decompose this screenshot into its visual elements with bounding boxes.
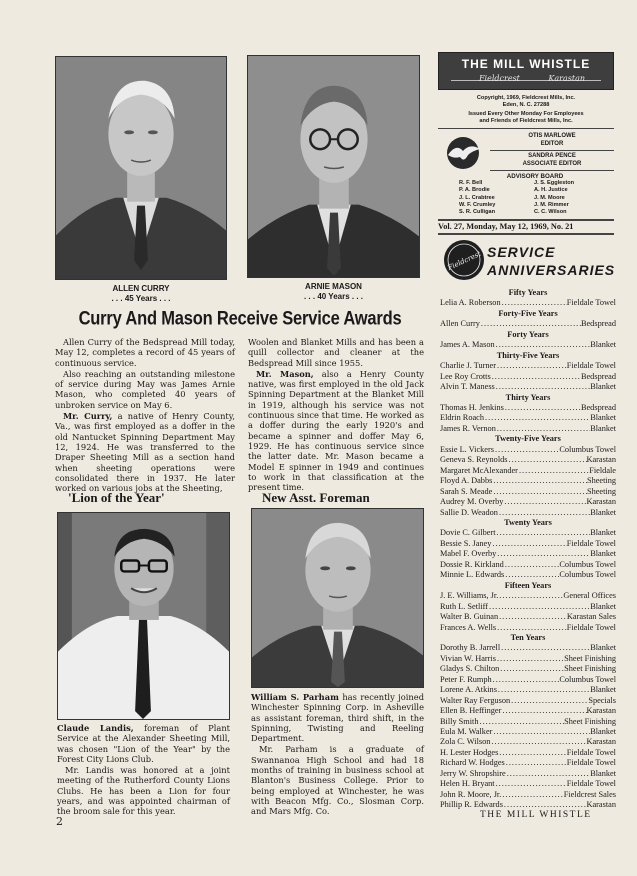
dot-leader [492,675,560,685]
paragraph-text: has recently joined Winchester Spinning Corp. in Asheville as assistant foreman, third shift, in the Spinning, Twisting and Reeling Department. [251,692,425,744]
employee-department: Fieldale [589,465,616,475]
eagle-emblem-icon [442,135,484,171]
employee-name: J. E. Williams, Jr. [440,591,499,601]
employee-department: Blanket [590,727,616,737]
article-left-column [55,337,235,494]
anniversary-row [440,737,616,747]
dot-leader [496,549,590,559]
dot-leader [495,340,591,350]
dot-leader [495,779,567,789]
years-heading: Twenty-Five Years [495,434,561,444]
employee-department: Columbus Towel [559,674,616,684]
employee-name: Ruth L. Setliff [440,601,489,611]
board-member: S. R. Culligan [459,209,496,216]
employee-department: Fieldale Towel [566,758,616,768]
employee-name: Ellen B. Heffinger [440,706,502,716]
employee-name: Frances A. Wells [440,622,497,632]
employee-name: Audrey M. Overby [440,497,504,507]
employee-name: Eula M. Walker [440,727,493,737]
lion-heading: 'Lion of the Year' [68,490,165,505]
employee-department: Blanket [590,643,616,653]
anniversary-row [440,455,616,465]
dot-leader [504,560,560,570]
board-member: C. C. Wilson [534,209,567,216]
employee-department: Blanket [590,685,616,695]
employee-name: Bessie S. Janey [440,538,492,548]
dot-leader [490,737,586,747]
board-member: R. F. Bell [459,180,483,187]
anniversary-row [440,445,616,455]
dot-leader [480,319,581,329]
paragraph-text: Mr. Landis was honored at a joint meeting of the Rutherford County Lions Clubs. He has been a Lion for four years, and was appointed chairman of the broom sale for this year. [57,765,230,817]
dot-leader [497,685,590,695]
advisory-board-left [455,180,530,216]
divider [438,219,614,221]
dot-leader [501,706,586,716]
masthead-brand-fieldcrest: Fieldcrest [479,74,520,83]
dot-leader [518,466,589,476]
employee-department: Blanket [590,340,616,350]
employee-department: Columbus Towel [559,444,616,454]
lion-text [57,723,230,818]
employee-department: Karastan Sales [566,612,616,622]
employee-department: Sheet Finishing [564,653,616,663]
anniversary-row [440,602,616,612]
seal-text: Fieldcrest [446,249,483,273]
dot-leader [492,487,587,497]
divider [438,233,614,235]
employee-name: Geneva S. Reynolds [440,455,508,465]
employee-name: Dovie C. Gilbert [440,528,496,538]
dot-leader [496,623,567,633]
employee-department: Karastan [586,737,616,747]
service-anniversaries-list [440,288,616,811]
years-heading: Fifty Years [508,288,548,297]
paragraph [57,765,230,816]
copyright-line: Copyright, 1969, Fieldcrest Mills, Inc. [476,95,576,101]
service-title-1: SERVICE [487,244,556,260]
advisory-board-right [530,180,605,216]
paragraph-text: Woolen and Blanket Mills and has been a quill collector and cleaner at the Bedspread Mill since 1955. [248,337,424,368]
dot-leader [492,727,590,737]
employee-department: Sheet Finishing [564,664,616,674]
paragraph-text: a native of Henry County, Va., was first employed as a doffer in the old Nantucket Spinning Department May 12, 1924. He was transferred to the Draper Sheeting Mill as a section hand when sheeting operations were consolidated there in 1937. He later worked on various jobs at the Sheeting, [55,411,235,494]
dot-leader [488,602,590,612]
years-heading: Fifteen Years [504,580,552,590]
dot-leader [505,758,567,768]
employee-name: Richard W. Hodges [440,758,505,768]
masthead-brand-karastan: Karastan [548,74,585,83]
anniversary-row [440,643,616,653]
foreman-heading: New Asst. Foreman [262,490,370,505]
anniversary-row [440,528,616,538]
paragraph-lead: Mr. Mason, [256,368,314,379]
employee-department: Blanket [590,549,616,559]
photo-william-parham [251,508,424,688]
paragraph [248,337,424,368]
employee-department: Fieldale Towel [566,779,616,789]
employee-department: Columbus Towel [559,570,616,580]
dot-leader [504,403,581,413]
board-member: J. M. Moore [534,194,565,201]
caption-name: ARNIE MASON [305,282,362,291]
divider [490,170,614,171]
paragraph-lead: William S. Parham [251,692,339,702]
years-heading: Thirty-Five Years [496,350,560,360]
anniversary-row [440,340,616,350]
employee-name: Sallie D. Weadon [440,507,498,517]
volume-line: Vol. 27, Monday, May 12, 1969, No. 21 [438,222,574,231]
dot-leader [501,790,563,800]
employee-name: Lelia A. Roberson [440,298,501,308]
employee-department: Karastan [586,706,616,716]
employee-department: Blanket [590,413,616,423]
dot-leader [479,717,565,727]
dot-leader [495,382,590,392]
anniversary-row [440,508,616,518]
article-right-column [248,337,424,493]
employee-department: Blanket [590,507,616,517]
employee-name: Phillip R. Edwards [440,800,503,810]
dot-leader [510,696,588,706]
anniversary-row [440,727,616,737]
anniversary-row [440,539,616,549]
paragraph-text: also a Henry County native, was first employed in the old Jack Spinning Department at the Blanket Mill in 1919, although his service was not continuous since that time. He worked as a doffer during the early 1920's and became a spinner and doffer May 6, 1929. He has continuous service since the latter date. Mr. Mason became a Model E spinner in 1949 and continues to work in that classification at the present time. [248,368,424,493]
paragraph [55,369,235,410]
dot-leader [498,508,590,518]
anniversary-row [440,591,616,601]
dot-leader [500,643,590,653]
caption-name: ALLEN CURRY [112,284,170,293]
masthead-logo [438,52,614,90]
caption-years: . . . 45 Years . . . [111,294,171,303]
issued-block [438,111,614,125]
paragraph [55,337,235,368]
anniversary-row [440,549,616,559]
issued-line-2: and Friends of Fieldcrest Mills, Inc. [479,118,573,124]
dot-leader [491,539,566,549]
masthead-title: THE MILL WHISTLE [461,57,591,71]
employee-name: Jerry W. Shropshire [440,768,506,778]
employee-name: James A. Mason [440,340,495,350]
copyright-block [438,95,614,109]
dot-leader [498,591,563,601]
issued-line-1: Issued Every Other Monday For Employees [468,111,584,117]
divider [438,128,614,129]
employee-name: Dossie R. Kirkland [440,559,504,569]
employee-name: Sarah S. Meade [440,486,493,496]
paragraph-text: foreman of Plant Service at the Alexander Sheeting Mill, was chosen "Lion of the Year" by the Forest City Lions Club. [57,723,230,764]
anniversary-row [440,612,616,622]
employee-name: Mabel F. Overby [440,549,497,559]
employee-name: Minnie L. Edwards [440,570,505,580]
employee-department: Bedspread [580,319,616,329]
employee-name: John R. Moore, Jr. [440,789,502,799]
employee-name: Eldrin Roach [440,413,485,423]
employee-name: Essie L. Vickers [440,444,494,454]
anniversary-row [440,466,616,476]
anniversary-row [440,319,616,329]
employee-department: Fieldale Towel [566,538,616,548]
employee-department: Karastan [586,497,616,507]
employee-department: Blanket [590,528,616,538]
years-heading: Forty Years [507,329,549,339]
assoc-editor-title: ASSOCIATE EDITOR [522,160,582,167]
editor-title: EDITOR [540,140,564,147]
dot-leader [503,497,586,507]
service-title-2: ANNIVERSARIES [487,262,616,278]
years-heading: Thirty Years [505,392,551,402]
anniversary-row [440,382,616,392]
assoc-editor-block [490,153,614,168]
paragraph-text: Mr. Parham is a graduate of Swannanoa High School and had 18 months of training in business school at Blanton's Business College. Prior to being employed at Winchester, he was with Beacon Mfg. Co., Slosman Corp. and Mars Mfg. Co. [251,744,424,817]
anniversary-row [440,413,616,423]
caption-arnie-mason [247,282,420,302]
employee-department: Fieldale Towel [566,298,616,308]
anniversary-row [440,487,616,497]
anniversary-row [440,790,616,800]
page-number: 2 [56,815,63,828]
assoc-editor-name: SANDRA PENCE [528,153,576,159]
dot-leader [484,413,590,423]
employee-department: General Offices [563,591,616,601]
foreman-text [251,692,424,818]
paragraph-lead: Mr. Curry, [63,411,113,422]
anniversary-row [440,424,616,434]
board-member: A. H. Justice [534,187,568,194]
employee-name: Zola C. Wilson [440,737,491,747]
dot-leader [501,298,567,308]
employee-department: Karastan [586,800,616,810]
dot-leader [496,528,591,538]
anniversary-row [440,476,616,486]
paragraph-lead: Claude Landis, [57,723,134,733]
anniversary-row [440,717,616,727]
photo-claude-landis [57,512,230,720]
years-heading: Forty-Five Years [498,308,558,318]
address-line: Eden, N. C. 27288 [502,102,550,108]
dot-leader [491,372,581,382]
anniversary-row [440,372,616,382]
employee-department: Fieldale Towel [566,622,616,632]
employee-department: Blanket [590,382,616,392]
employee-name: H. Lester Hodges [440,747,499,757]
anniversary-row [440,748,616,758]
employee-name: Lorene A. Atkins [440,685,497,695]
paragraph [248,369,424,493]
dot-leader [496,424,590,434]
employee-name: Allen Curry [440,319,480,329]
dot-leader [492,476,587,486]
board-member: P. A. Brodie [459,187,490,194]
dot-leader [496,361,567,371]
years-heading: Ten Years [510,632,546,642]
employee-name: Thomas H. Jenkins [440,402,504,412]
employee-name: Floyd A. Dabbs [440,476,493,486]
board-member: W. F. Crumley [459,201,496,208]
employee-name: Walter Ray Ferguson [440,695,511,705]
paragraph-text: Also reaching an outstanding milestone of service during May was James Arnie Mason, who completed 40 years of unbroken service on May 6. [55,368,235,410]
employee-department: Sheeting [586,476,616,486]
dot-leader [496,654,564,664]
anniversary-row [440,664,616,674]
caption-allen-curry [55,284,227,304]
employee-department: Blanket [590,768,616,778]
anniversary-row [440,560,616,570]
employee-name: Billy Smith [440,716,479,726]
dot-leader [498,612,567,622]
paragraph-text: Allen Curry of the Bedspread Mill today, May 12, completes a record of 45 years of continuous service. [55,337,235,368]
dot-leader [494,445,559,455]
paragraph [251,692,424,743]
employee-department: Blanket [590,601,616,611]
fieldcrest-seal-icon [442,238,486,282]
anniversary-row [440,570,616,580]
anniversary-row [440,779,616,789]
anniversary-row [440,769,616,779]
paragraph [251,744,424,816]
board-member: J. L. Crabtree [459,194,495,201]
paragraph [57,723,230,764]
employee-department: Sheet Finishing [564,716,616,726]
employee-name: James R. Vernon [440,423,496,433]
employee-department: Sheeting [586,486,616,496]
employee-name: Alvin T. Maness [440,382,495,392]
dot-leader [508,455,587,465]
employee-name: Margaret McAlexander [440,465,518,475]
anniversary-row [440,298,616,308]
anniversary-row [440,685,616,695]
anniversary-row [440,706,616,716]
employee-department: Bedspread [580,371,616,381]
employee-department: Fieldale Towel [566,361,616,371]
employee-name: Walter B. Guinan [440,612,499,622]
dot-leader [506,769,591,779]
employee-name: Dorothy B. Jarrell [440,643,501,653]
anniversary-row [440,654,616,664]
paragraph [55,411,235,493]
article-headline: Curry And Mason Receive Service Awards [78,308,402,330]
anniversary-row [440,497,616,507]
dot-leader [504,570,559,580]
anniversary-row [440,403,616,413]
employee-name: Charlie J. Turner [440,361,497,371]
employee-department: Fieldcrest Sales [563,789,616,799]
dot-leader [498,748,566,758]
footer-title: THE MILL WHISTLE [480,810,592,820]
board-member: J. M. Rimmer [534,201,569,208]
dot-leader [499,664,564,674]
photo-arnie-mason [247,55,420,278]
editor-block [490,133,614,148]
board-member: J. S. Eggleston [534,180,575,187]
advisory-board [455,173,605,216]
employee-department: Fieldale Towel [566,747,616,757]
employee-department: Bedspread [580,402,616,412]
employee-department: Specials [588,695,616,705]
caption-years: . . . 40 Years . . . [303,292,363,301]
anniversary-row [440,623,616,633]
employee-department: Columbus Towel [559,559,616,569]
anniversary-row [440,675,616,685]
anniversary-row [440,361,616,371]
anniversary-row [440,696,616,706]
employee-department: Karastan [586,455,616,465]
employee-name: Vivian W. Harris [440,653,496,663]
editor-name: OTIS MARLOWE [528,133,576,139]
divider [490,150,614,151]
employee-name: Peter F. Rumph [440,674,492,684]
advisory-board-heading: ADVISORY BOARD [506,173,564,180]
employee-name: Gladys S. Chilton [440,664,500,674]
employee-department: Blanket [590,423,616,433]
years-heading: Twenty Years [504,517,552,527]
employee-name: Lee Roy Crotts [440,371,491,381]
anniversary-row [440,758,616,768]
employee-name: Helen H. Bryant [440,779,495,789]
photo-allen-curry [55,56,227,280]
